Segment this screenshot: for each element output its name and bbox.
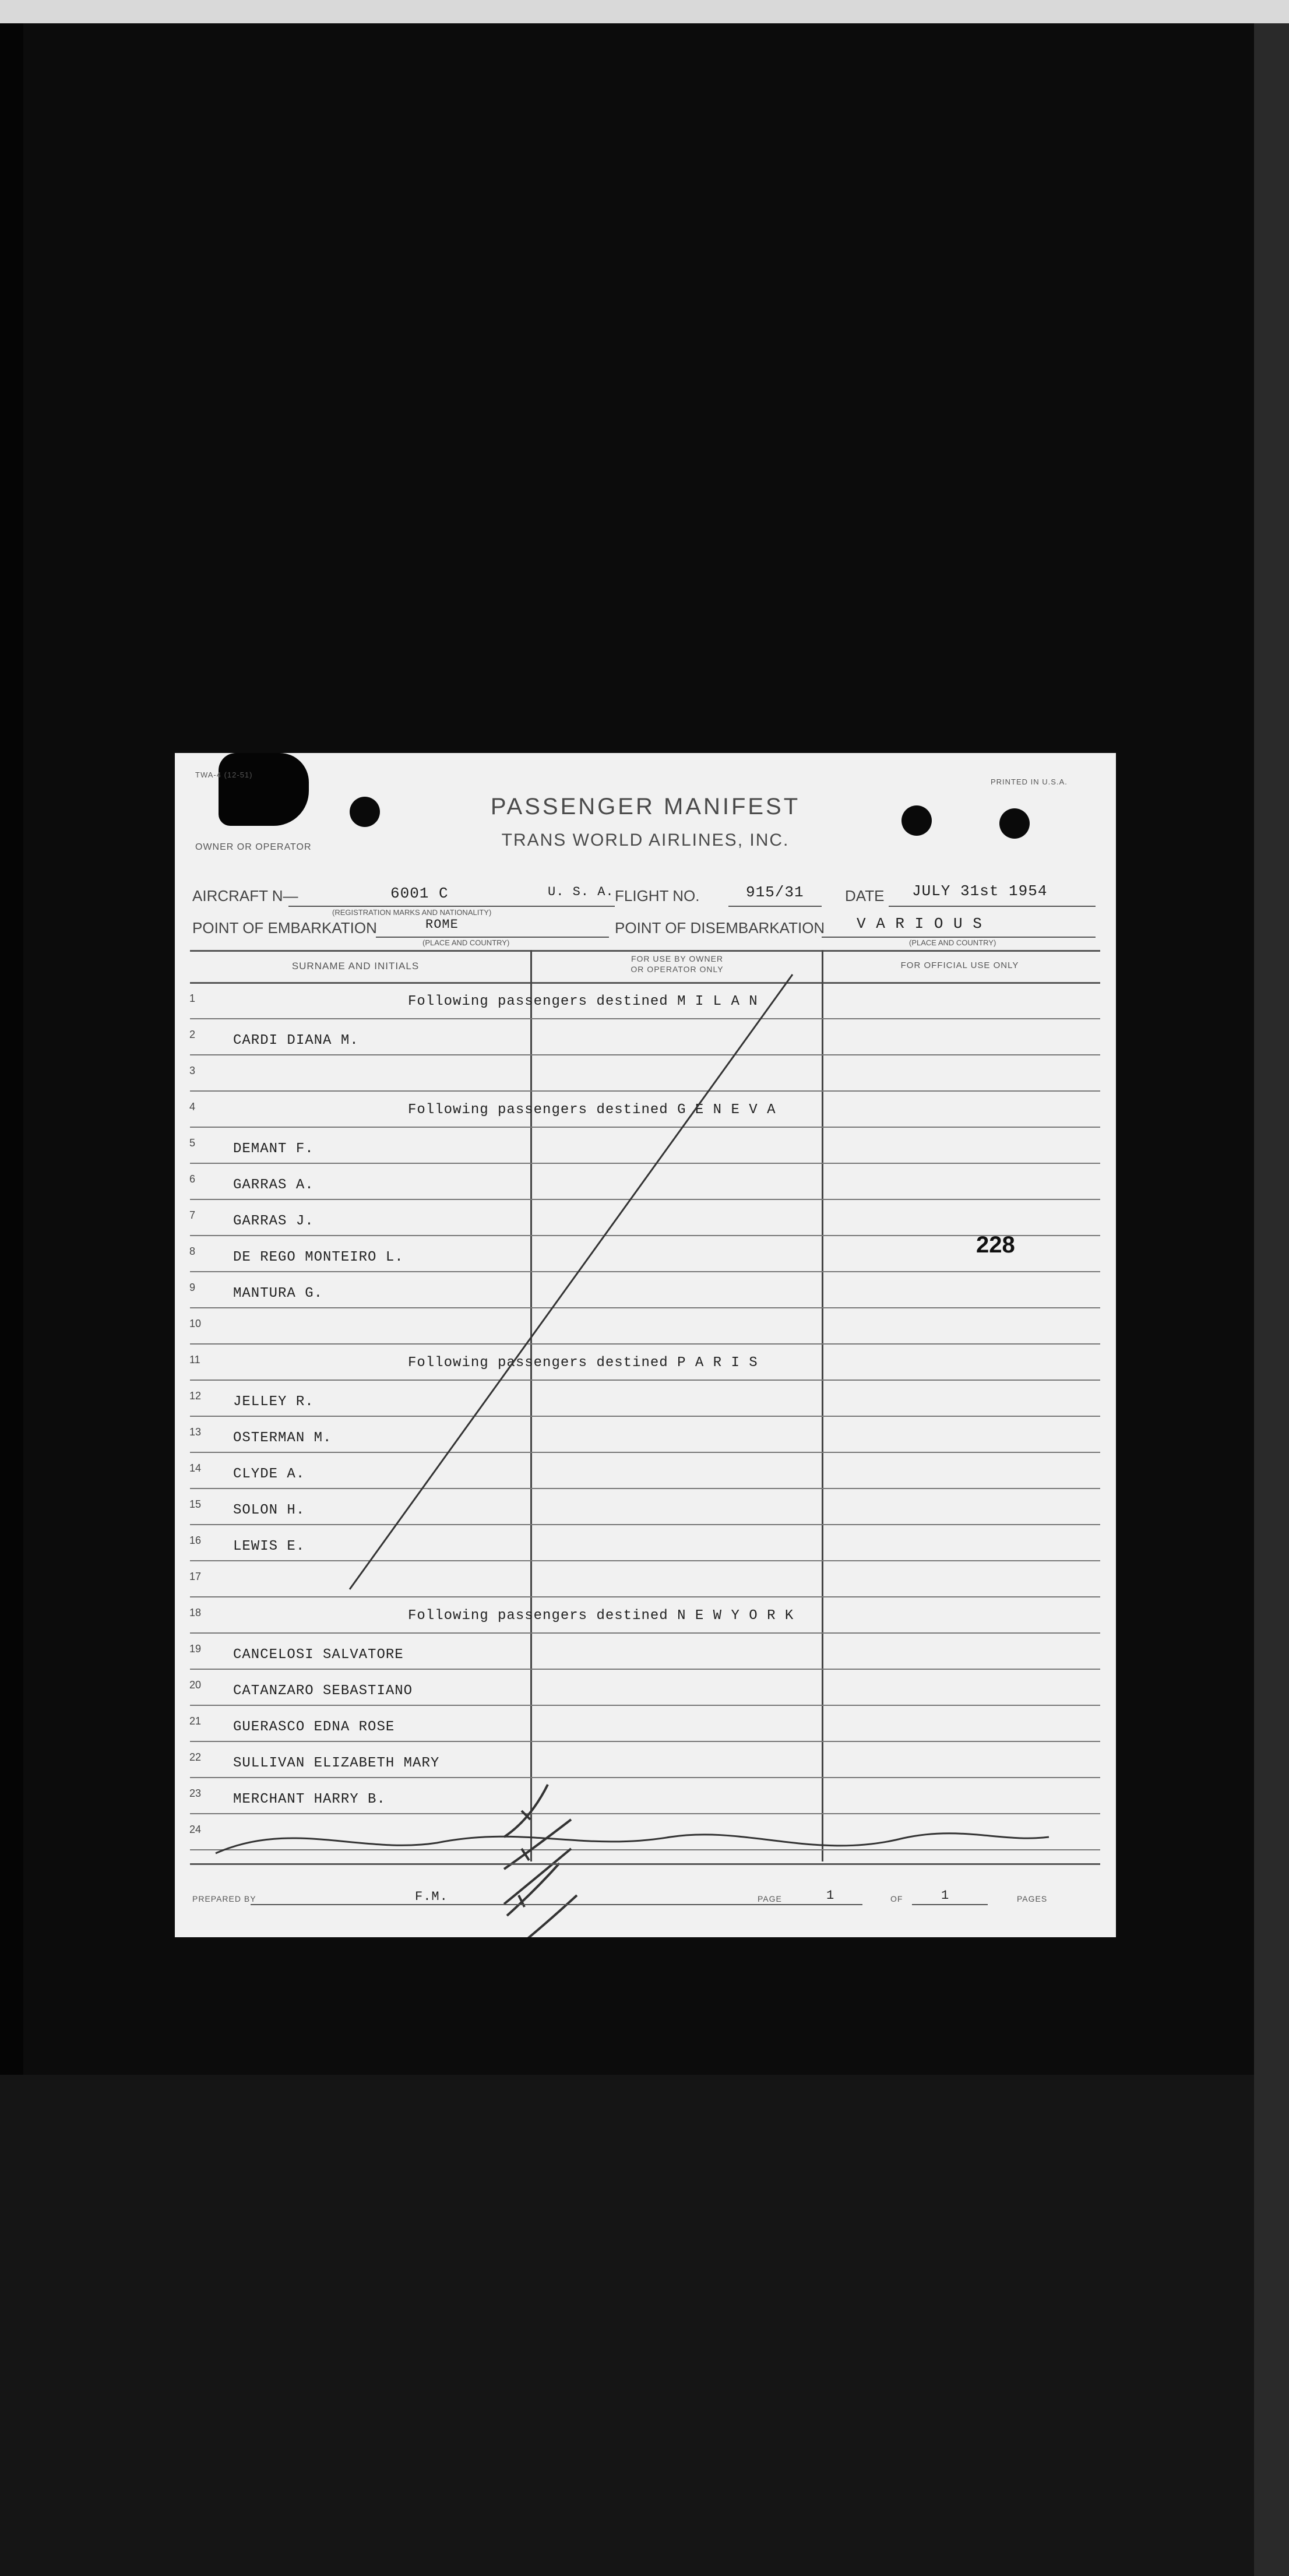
disembarkation-label: POINT OF DISEMBARKATION [615, 919, 825, 937]
check-mark-22 [507, 1863, 559, 1916]
destination-heading: Following passengers destined N E W Y O R K [408, 1608, 794, 1624]
passenger-name: SULLIVAN ELIZABETH MARY [233, 1755, 440, 1771]
date-value: JULY 31st 1954 [912, 882, 1048, 900]
row-number: 10 [189, 1318, 202, 1329]
passenger-name: MERCHANT HARRY B. [233, 1792, 386, 1807]
diagonal-cancel-line [350, 974, 793, 1589]
row-number: 3 [189, 1065, 196, 1076]
row-number: 6 [189, 1173, 196, 1185]
prepared-by-label: PREPARED BY [192, 1894, 256, 1903]
passenger-name: MANTURA G. [233, 1286, 323, 1301]
row-number: 23 [189, 1787, 202, 1799]
aircraft-value: 6001 C [390, 885, 449, 902]
page-value: 1 [826, 1888, 835, 1903]
owner-column-header-2: OR OPERATOR ONLY [631, 965, 724, 974]
destination-heading: Following passengers destined M I L A N [408, 994, 758, 1009]
passenger-name: LEWIS E. [233, 1539, 305, 1554]
date-label: DATE [845, 887, 885, 905]
row-number: 11 [189, 1354, 200, 1366]
destination-heading: Following passengers destined G E N E V A [408, 1102, 776, 1118]
manifest-sheet [175, 753, 1116, 1937]
flight-value: 915/31 [746, 884, 804, 901]
row-number: 5 [189, 1137, 196, 1149]
row-number: 19 [189, 1643, 202, 1655]
row-number: 20 [189, 1679, 202, 1691]
disembarkation-value: V A R I O U S [857, 915, 982, 932]
check-mark-20 [504, 1820, 571, 1869]
passenger-name: CLYDE A. [233, 1466, 305, 1482]
check-mark-21 [504, 1849, 571, 1904]
embarkation-label: POINT OF EMBARKATION [192, 919, 377, 937]
manifest-title: PASSENGER MANIFEST [490, 794, 801, 819]
passenger-name: CATANZARO SEBASTIANO [233, 1683, 413, 1699]
owner-column-header-1: FOR USE BY OWNER [631, 954, 724, 963]
row-number: 1 [189, 993, 196, 1004]
company-name: TRANS WORLD AIRLINES, INC. [501, 830, 790, 850]
pen-marks [175, 753, 1116, 1937]
pages-label: PAGES [1017, 1894, 1048, 1903]
row-number: 8 [189, 1245, 196, 1257]
row-number: 7 [189, 1209, 196, 1221]
row-number: 21 [189, 1715, 202, 1727]
passenger-name: OSTERMAN M. [233, 1430, 332, 1446]
film-right-edge [1254, 23, 1289, 2576]
row-number: 13 [189, 1426, 202, 1438]
row-number: 15 [189, 1498, 202, 1510]
printed-note: PRINTED IN U.S.A. [991, 777, 1068, 786]
film-bottom-area [0, 2075, 1254, 2576]
passenger-name: GARRAS J. [233, 1213, 314, 1229]
surname-column-header: SURNAME AND INITIALS [291, 960, 420, 972]
owner-label: OWNER OR OPERATOR [195, 842, 312, 852]
check-mark-19 [504, 1785, 548, 1837]
destination-heading: Following passengers destined P A R I S [408, 1355, 758, 1371]
row-number: 18 [189, 1607, 202, 1618]
passenger-name: DEMANT F. [233, 1141, 314, 1157]
passenger-name: SOLON H. [233, 1502, 305, 1518]
disembark-note: (PLACE AND COUNTRY) [909, 938, 996, 947]
passenger-name: GARRAS A. [233, 1177, 314, 1193]
passenger-name: CANCELOSI SALVATORE [233, 1647, 404, 1663]
handwritten-number: 228 [976, 1232, 1015, 1258]
row-number: 4 [189, 1101, 196, 1113]
flight-label: FLIGHT NO. [615, 887, 700, 905]
form-code: TWA-4 (12-51) [195, 770, 253, 779]
passenger-name: CARDI DIANA M. [233, 1033, 359, 1048]
nationality-value: U. S. A. [548, 885, 614, 899]
row-number: 12 [189, 1390, 202, 1402]
passenger-name: GUERASCO EDNA ROSE [233, 1719, 395, 1735]
row-number: 14 [189, 1462, 202, 1474]
row-number: 24 [189, 1824, 202, 1835]
official-column-header: FOR OFFICIAL USE ONLY [900, 960, 1019, 970]
row-number: 22 [189, 1751, 202, 1763]
of-label: OF [890, 1894, 903, 1903]
prepared-by-value: F.M. [415, 1889, 448, 1904]
row-number: 2 [189, 1029, 196, 1040]
registration-note: (REGISTRATION MARKS AND NATIONALITY) [332, 908, 492, 917]
embark-note: (PLACE AND COUNTRY) [422, 938, 510, 947]
passenger-name: JELLEY R. [233, 1394, 314, 1410]
page-label: PAGE [758, 1894, 782, 1903]
row-number: 16 [189, 1535, 202, 1546]
row-number: 17 [189, 1571, 202, 1582]
row-number: 9 [189, 1282, 196, 1293]
aircraft-label: AIRCRAFT N— [192, 887, 298, 905]
passenger-name: DE REGO MONTEIRO L. [233, 1250, 404, 1265]
of-value: 1 [941, 1888, 950, 1903]
embarkation-value: ROME [425, 917, 459, 932]
film-top-edge [0, 0, 1289, 23]
end-of-list-wave [216, 1834, 1049, 1853]
